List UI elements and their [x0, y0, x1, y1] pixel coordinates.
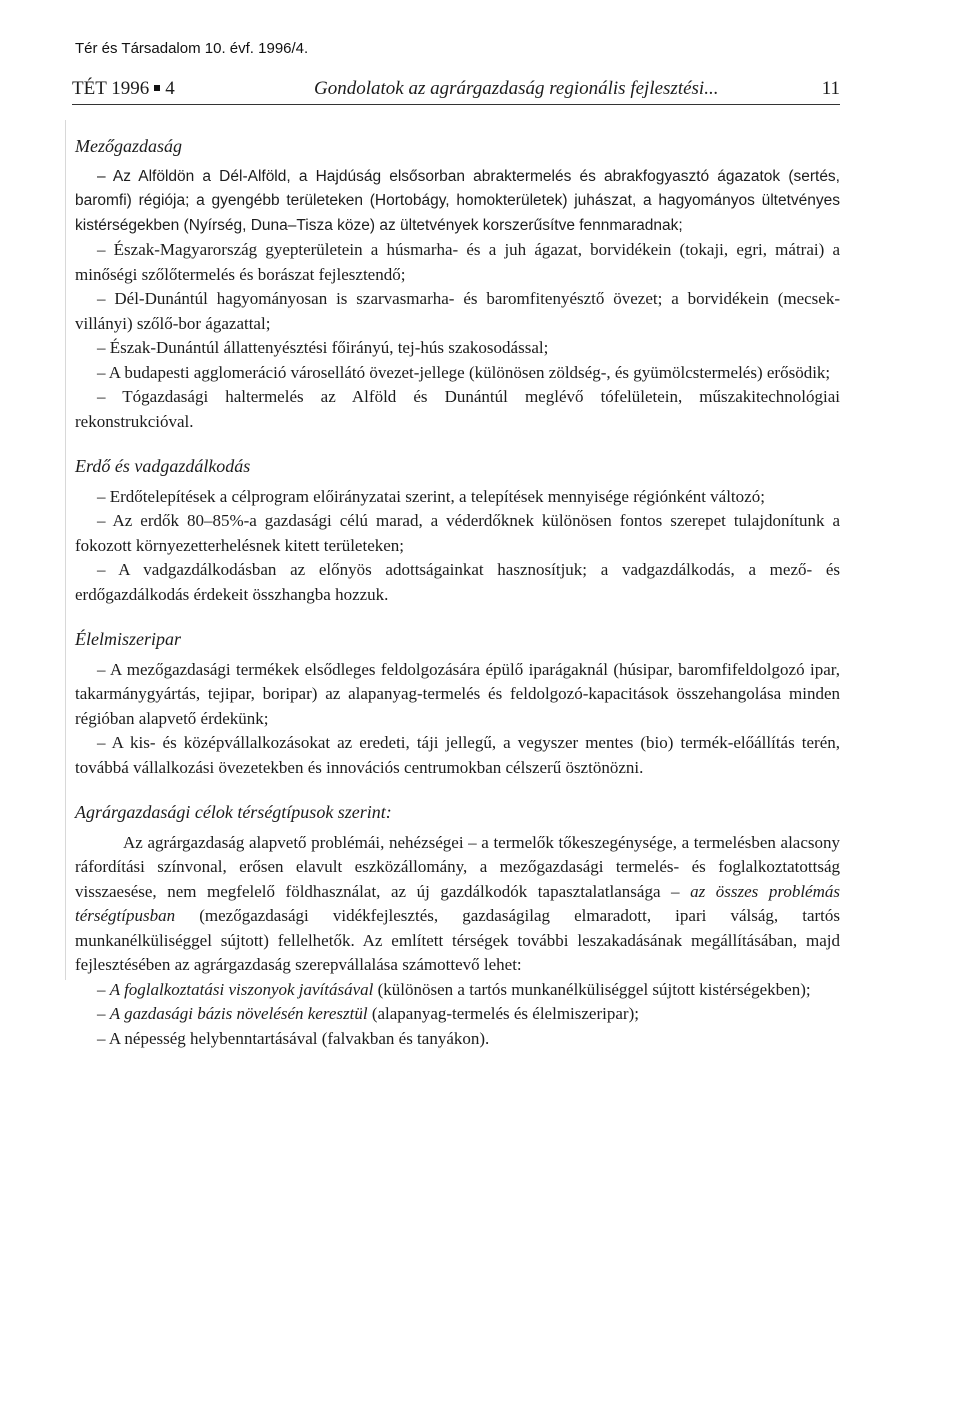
list-item: – Tógazdasági haltermelés az Alföld és Dunántúl meglévő tófelületein, műszakitechnológiai rekonstrukcióval.: [75, 387, 840, 431]
list-item: – Erdőtelepítések a célprogram előirányzatai szerint, a telepítések mennyisége régiónként változó;: [97, 486, 765, 506]
section-heading: Élelmiszeripar: [75, 629, 181, 649]
intro-paragraph: Az agrárgazdaság alapvető problémái, nehézségei – a termelők tőkeszegénysége, a termelésben alacsony ráfordítási színvonal, erősen elavult eszközállomány, a mezőgazdasági termelés- és foglalkoztatottság visszaesése, nem megfelelő földhasználat, az új gazdálkodók tapasztalatlansága – az összes problémás térségtípusban (mezőgazdasági vidékfejlesztés, gazdaságilag elmaradott, ipari válság, tartós munkanélküliséggel sújtott) fellelhetők. Az említett térségek további leszakadásának megállításában, majd fejlesztésében az agrárgazdaság szerepvállalása számottevő lehet:: [75, 832, 841, 974]
section-heading: Mezőgazdaság: [75, 136, 182, 156]
running-head-journal: TÉT 1996 4: [72, 78, 175, 99]
list-item: – A népesség helybenntartásával (falvakban és tanyákon).: [97, 1028, 490, 1048]
margin-rule: [65, 120, 66, 980]
list-item: – Észak-Magyarország gyepterületein a húsmarha- és a juh ágazat, borvidékein (tokaji, egri, mátrai) a minőségi szőlőtermelés és borászat fejlesztendő;: [75, 240, 840, 284]
list-item: – Az erdők 80–85%-a gazdasági célú marad, a véderdőknek különösen fontos szerepet tulajdonítunk a fokozott környezetterhelésnek kitett területeken;: [75, 511, 840, 555]
section-mezogazdasag: [75, 134, 840, 434]
section-celok: [75, 800, 840, 1051]
list-item: – A kis- és középvállalkozásokat az eredeti, táji jellegű, a vegyszer mentes (bio) termék-előállítás terén, továbbá vállalkozási övezetekben és innovációs centrumokban célszerű ösztönözni.: [75, 733, 840, 777]
section-erdo: [75, 454, 840, 607]
section-heading: Erdő és vadgazdálkodás: [75, 456, 251, 476]
running-head-title: Gondolatok az agrárgazdaság regionális fejlesztési...: [314, 78, 719, 99]
list-item: – A budapesti agglomeráció városellátó övezet-jellege (különösen zöldség-, és gyümölcstermelés) erősödik;: [97, 362, 831, 382]
list-item: – A mezőgazdasági termékek elsődleges feldolgozására épülő iparágaknál (húsipar, baromfifeldolgozó ipar, takarmánygyártás, tejipar, boripar) az alapanyag-termelés és feldolgozó-kapacitások összehangolása minden régióban alapvető érdekünk;: [75, 659, 840, 728]
section-heading: Agrárgazdasági célok térségtípusok szerint:: [75, 802, 392, 822]
section-elelmiszeripar: [75, 627, 840, 780]
page-body: [75, 134, 840, 1051]
list-item: – A foglalkoztatási viszonyok javításával (különösen a tartós munkanélküliséggel sújtott kistérségekben);: [97, 979, 811, 999]
source-line: Tér és Társadalom 10. évf. 1996/4.: [75, 40, 309, 57]
list-item: – Dél-Dunántúl hagyományosan is szarvasmarha- és baromfitenyésztő övezet; a borvidékein (mecsek-villányi) szőlő-bor ágazattal;: [75, 289, 840, 333]
list-item: – A vadgazdálkodásban az előnyös adottságainkat hasznosítjuk; a vadgazdálkodás, a mező- és erdőgazdálkodás érdekeit összhangba hozzuk.: [75, 560, 840, 604]
list-item: – A gazdasági bázis növelésén keresztül (alapanyag-termelés és élelmiszeripar);: [97, 1004, 639, 1023]
square-bullet-icon: [154, 85, 160, 91]
page-number: 11: [821, 78, 840, 99]
list-item: – Észak-Dunántúl állattenyésztési főirányú, tej-hús szakosodással;: [97, 338, 549, 357]
list-item: – Az Alföldön a Dél-Alföld, a Hajdúság elsősorban abraktermelés és abrakfogyasztó ágazatok (sertés, baromfi) régiója; a gyengébb területeken (Hortobágy, homokterületek) juhászat, a hagyományos ültetvényes kistérségekben (Nyírség, Duna–Tisza köze) az ültetvények korszerűsítve fennmaradnak;: [75, 167, 840, 234]
running-head: [72, 78, 840, 105]
